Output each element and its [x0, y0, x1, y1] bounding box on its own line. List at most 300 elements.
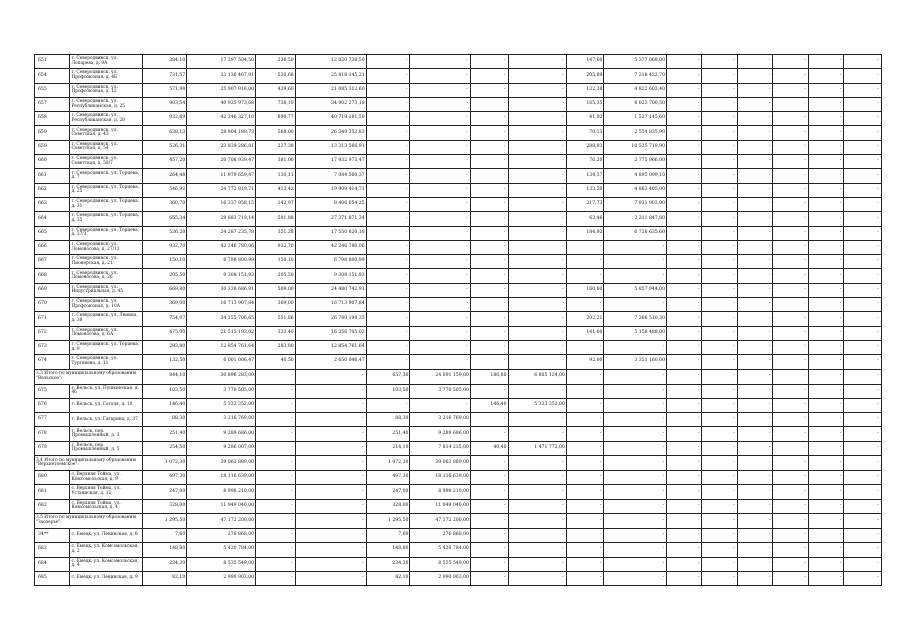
value-cell: 844,10 — [143, 369, 187, 384]
value-cell: - — [667, 283, 702, 297]
value-cell: - — [808, 197, 843, 211]
value-cell: - — [808, 312, 843, 326]
value-cell: - — [808, 69, 843, 83]
value-cell: - — [737, 384, 772, 398]
value-cell: - — [256, 557, 296, 571]
value-cell: - — [737, 197, 772, 211]
value-cell: 6 023 700,50 — [604, 97, 667, 111]
value-cell: 754,07 — [143, 312, 187, 326]
value-cell: - — [737, 312, 772, 326]
value-cell: - — [737, 140, 772, 154]
value-cell: 890,77 — [256, 112, 296, 126]
value-cell: - — [508, 413, 566, 427]
value-cell: - — [366, 240, 410, 254]
table-row — [35, 312, 882, 326]
value-cell: - — [566, 543, 604, 557]
value-cell: - — [737, 298, 772, 312]
value-cell: - — [808, 571, 843, 585]
value-cell: 17 397 504,50 — [187, 55, 256, 69]
value-cell: - — [667, 226, 702, 240]
value-cell: 932,70 — [256, 240, 296, 254]
value-cell: - — [844, 212, 882, 226]
value-cell: - — [470, 55, 508, 69]
value-cell: 351,28 — [256, 226, 296, 240]
row-number: 665 — [35, 226, 70, 240]
value-cell: - — [808, 298, 843, 312]
row-number: 668 — [35, 269, 70, 283]
value-cell: - — [470, 571, 508, 585]
value-cell: 7 931 903,90 — [604, 197, 667, 211]
value-cell: - — [702, 355, 737, 369]
value-cell: - — [702, 155, 737, 169]
value-cell: - — [470, 240, 508, 254]
value-cell: 3 216 769,00 — [410, 413, 471, 427]
value-cell: 381,00 — [256, 155, 296, 169]
value-cell: - — [773, 398, 808, 412]
value-cell: 42 246 780,06 — [187, 240, 256, 254]
value-cell: - — [808, 212, 843, 226]
value-cell: 276 868,00 — [410, 528, 471, 542]
value-cell: - — [808, 155, 843, 169]
address-cell: г. Северодвинск, ул. Торцева, д. 9 — [70, 340, 143, 354]
value-cell: - — [844, 97, 882, 111]
address-cell: г. Северодвинск, ул. Тургенева, д. 11 — [70, 355, 143, 369]
value-cell: 731,57 — [143, 69, 187, 83]
value-cell: - — [808, 528, 843, 542]
value-cell: - — [773, 499, 808, 513]
value-cell: - — [508, 557, 566, 571]
value-cell: - — [737, 413, 772, 427]
table-row — [35, 571, 882, 585]
value-cell: - — [808, 398, 843, 412]
value-cell: - — [773, 384, 808, 398]
value-cell: - — [604, 528, 667, 542]
value-cell: 457,20 — [143, 155, 187, 169]
value-cell: - — [256, 571, 296, 585]
value-cell: 202,21 — [566, 312, 604, 326]
value-cell: - — [508, 97, 566, 111]
value-cell: 413,42 — [256, 183, 296, 197]
address-cell: г. Северодвинск, ул. Республиканская, д. 25 — [70, 97, 143, 111]
value-cell: - — [508, 471, 566, 485]
value-cell: - — [508, 283, 566, 297]
value-cell: 217,73 — [566, 197, 604, 211]
value-cell: - — [808, 83, 843, 97]
value-cell: 669,80 — [143, 283, 187, 297]
value-cell: 150,10 — [256, 255, 296, 269]
value-cell: - — [667, 140, 702, 154]
value-cell: - — [808, 126, 843, 140]
value-cell: - — [604, 384, 667, 398]
value-cell: - — [470, 155, 508, 169]
value-cell: - — [295, 513, 366, 528]
value-cell: - — [808, 240, 843, 254]
value-cell: - — [667, 97, 702, 111]
value-cell: - — [702, 571, 737, 585]
value-cell: - — [566, 513, 604, 528]
value-cell: - — [566, 369, 604, 384]
value-cell: 39 063 889,00 — [187, 456, 256, 471]
value-cell: - — [737, 326, 772, 340]
value-cell: - — [410, 398, 471, 412]
value-cell: 39 063 889,00 — [410, 456, 471, 471]
value-cell: - — [667, 255, 702, 269]
value-cell: 8 535 549,00 — [187, 557, 256, 571]
value-cell: - — [410, 312, 471, 326]
value-cell: - — [737, 226, 772, 240]
value-cell: 657,30 — [366, 369, 410, 384]
value-cell: 9 289 686,00 — [187, 427, 256, 441]
value-cell: - — [667, 240, 702, 254]
value-cell: - — [844, 355, 882, 369]
table-row — [35, 557, 882, 571]
value-cell: 1 527 145,60 — [604, 112, 667, 126]
value-cell: - — [844, 441, 882, 455]
table-row — [35, 226, 882, 240]
value-cell: - — [808, 427, 843, 441]
value-cell: - — [295, 471, 366, 485]
row-number: 654 — [35, 69, 70, 83]
value-cell: - — [566, 456, 604, 471]
value-cell: - — [366, 169, 410, 183]
value-cell: 9 308 151,93 — [187, 269, 256, 283]
value-cell: - — [256, 471, 296, 485]
row-number: 666 — [35, 240, 70, 254]
address-cell: с. Верхняя Тойма, ул. Комсомольская, д. 4 — [70, 499, 143, 513]
value-cell: 160,80 — [566, 283, 604, 297]
value-cell: - — [470, 269, 508, 283]
value-cell: - — [702, 226, 737, 240]
value-cell: - — [844, 240, 882, 254]
value-cell: - — [773, 169, 808, 183]
value-cell: 29 683 719,14 — [187, 212, 256, 226]
value-cell: - — [702, 441, 737, 455]
value-cell: - — [667, 112, 702, 126]
value-cell: 16 713 907,84 — [187, 298, 256, 312]
value-cell: - — [773, 269, 808, 283]
value-cell: - — [702, 326, 737, 340]
value-cell: - — [737, 55, 772, 69]
value-cell: - — [808, 369, 843, 384]
value-cell: - — [410, 283, 471, 297]
value-cell: - — [844, 513, 882, 528]
housing-registry-table — [34, 54, 882, 586]
value-cell: 30 338 686,91 — [187, 283, 256, 297]
value-cell: - — [470, 384, 508, 398]
value-cell: 17 550 620,18 — [295, 226, 366, 240]
value-cell: - — [667, 55, 702, 69]
row-number: 685 — [35, 571, 70, 585]
value-cell: - — [702, 126, 737, 140]
row-number: 673 — [35, 340, 70, 354]
value-cell: - — [808, 471, 843, 485]
value-cell: - — [295, 485, 366, 499]
value-cell: - — [366, 69, 410, 83]
value-cell: - — [667, 183, 702, 197]
value-cell: 251,40 — [143, 427, 187, 441]
value-cell: - — [773, 97, 808, 111]
table-row — [35, 340, 882, 354]
address-cell: г. Вельск, ул. Пушкинская, д. 46 — [70, 384, 143, 398]
value-cell: - — [737, 269, 772, 283]
value-cell: 3 216 769,00 — [187, 413, 256, 427]
value-cell: - — [667, 398, 702, 412]
value-cell: - — [844, 140, 882, 154]
row-number: 651 — [35, 55, 70, 69]
value-cell: - — [808, 326, 843, 340]
value-cell: - — [737, 499, 772, 513]
address-cell: г. Вельск, ул. Гагарина, д. 37 — [70, 413, 143, 427]
value-cell: - — [508, 269, 566, 283]
value-cell: 7,60 — [143, 528, 187, 542]
value-cell: 1 072,30 — [143, 456, 187, 471]
value-cell: - — [808, 140, 843, 154]
value-cell: - — [808, 485, 843, 499]
value-cell: - — [410, 240, 471, 254]
value-cell: - — [566, 240, 604, 254]
value-cell: 18 116 639,00 — [410, 471, 471, 485]
value-cell: 5 420 784,00 — [187, 543, 256, 557]
value-cell: - — [410, 112, 471, 126]
value-cell: 4 895 099,10 — [604, 169, 667, 183]
value-cell: - — [295, 456, 366, 471]
value-cell: - — [604, 240, 667, 254]
value-cell: - — [808, 340, 843, 354]
value-cell: - — [566, 499, 604, 513]
value-cell: - — [410, 183, 471, 197]
value-cell: 369,00 — [256, 298, 296, 312]
value-cell: - — [604, 369, 667, 384]
value-cell: - — [667, 485, 702, 499]
value-cell: - — [470, 298, 508, 312]
value-cell: - — [737, 340, 772, 354]
value-cell: 7 084 560,37 — [295, 169, 366, 183]
table-row — [35, 543, 882, 557]
value-cell: - — [410, 326, 471, 340]
value-cell: - — [702, 485, 737, 499]
value-cell: 3 770 505,00 — [187, 384, 256, 398]
value-cell: 40 719 181,50 — [295, 112, 366, 126]
value-cell: 8 998 210,00 — [410, 485, 471, 499]
value-cell: 283,80 — [256, 340, 296, 354]
value-cell: - — [508, 197, 566, 211]
value-cell: 12 854 761,64 — [295, 340, 366, 354]
row-number: 675 — [35, 384, 70, 398]
address-cell: г. Северодвинск, ул. Ломоносова, д. 27/13 — [70, 240, 143, 254]
value-cell: - — [702, 340, 737, 354]
value-cell: - — [737, 427, 772, 441]
value-cell: 34 902 273,18 — [295, 97, 366, 111]
table-row — [35, 471, 882, 485]
value-cell: 103,50 — [143, 384, 187, 398]
value-cell: - — [295, 441, 366, 455]
value-cell: - — [508, 226, 566, 240]
table-row — [35, 55, 882, 69]
value-cell: 6 805 124,00 — [508, 369, 566, 384]
row-number: 659 — [35, 140, 70, 154]
value-cell: - — [737, 557, 772, 571]
value-cell: 40,50 — [256, 355, 296, 369]
value-cell: - — [366, 126, 410, 140]
value-cell: - — [667, 197, 702, 211]
value-cell: 132,38 — [566, 83, 604, 97]
table-row — [35, 384, 882, 398]
value-cell: 18 116 639,00 — [187, 471, 256, 485]
value-cell: - — [844, 413, 882, 427]
value-cell: - — [566, 269, 604, 283]
value-cell: - — [737, 471, 772, 485]
value-cell: - — [566, 413, 604, 427]
value-cell: 70,13 — [566, 126, 604, 140]
value-cell: 7 814 235,00 — [410, 441, 471, 455]
value-cell: 16 713 907,84 — [295, 298, 366, 312]
value-cell: - — [667, 169, 702, 183]
address-cell: с. Верхняя Тойма, ул. Устьянская, д. 12 — [70, 485, 143, 499]
value-cell: 103,50 — [366, 384, 410, 398]
value-cell: - — [844, 197, 882, 211]
value-cell: - — [366, 197, 410, 211]
value-cell: - — [808, 183, 843, 197]
value-cell: - — [773, 571, 808, 585]
value-cell: 63,46 — [566, 212, 604, 226]
address-cell: г. Северодвинск, ул. Профсоюзная, д. 12 — [70, 83, 143, 97]
value-cell: - — [737, 240, 772, 254]
value-cell: 47 172 200,00 — [187, 513, 256, 528]
value-cell: - — [566, 557, 604, 571]
value-cell: - — [566, 340, 604, 354]
subtotal-row — [35, 456, 882, 471]
value-cell: 130,11 — [256, 169, 296, 183]
value-cell: - — [667, 312, 702, 326]
value-cell: - — [256, 499, 296, 513]
value-cell: - — [773, 557, 808, 571]
value-cell: - — [366, 212, 410, 226]
value-cell: 551,86 — [256, 312, 296, 326]
value-cell: - — [808, 413, 843, 427]
value-cell: - — [508, 240, 566, 254]
value-cell: 214,10 — [366, 441, 410, 455]
value-cell: - — [366, 112, 410, 126]
value-cell: - — [566, 255, 604, 269]
value-cell: - — [702, 513, 737, 528]
value-cell: - — [737, 571, 772, 585]
value-cell: 26 349 353,83 — [295, 126, 366, 140]
value-cell: 148,80 — [366, 543, 410, 557]
address-cell: г. Северодвинск, ул. Торцева, д. 7 — [70, 169, 143, 183]
value-cell: - — [702, 427, 737, 441]
row-number: 674 — [35, 355, 70, 369]
value-cell: - — [667, 499, 702, 513]
value-cell: 16 356 705,02 — [295, 326, 366, 340]
value-cell: - — [470, 471, 508, 485]
table-row — [35, 298, 882, 312]
value-cell: - — [773, 326, 808, 340]
value-cell: - — [410, 169, 471, 183]
value-cell: 186,80 — [470, 369, 508, 384]
row-number: 659 — [35, 126, 70, 140]
address-cell: с. Верхняя Тойма, ул. Комсомольская, д. 9 — [70, 471, 143, 485]
value-cell: 146,40 — [143, 398, 187, 412]
value-cell: 92,00 — [566, 355, 604, 369]
address-cell: г. Северодвинск, ул. Торцева, д. 31 — [70, 197, 143, 211]
value-cell: - — [410, 212, 471, 226]
subtotal-row — [35, 369, 882, 384]
row-number: 667 — [35, 255, 70, 269]
value-cell: - — [808, 97, 843, 111]
value-cell: - — [566, 571, 604, 585]
address-cell: г. Северодвинск, ул. Пионерская, д. 21 — [70, 255, 143, 269]
value-cell: - — [702, 55, 737, 69]
value-cell: - — [773, 340, 808, 354]
address-cell: г. Северодвинск, ул. Профсоюзная, д. 4Б — [70, 69, 143, 83]
value-cell: 11 949 040,00 — [410, 499, 471, 513]
value-cell: 21 085 312,60 — [295, 83, 366, 97]
value-cell: - — [410, 97, 471, 111]
value-cell: 2 990 903,00 — [410, 571, 471, 585]
value-cell: - — [844, 169, 882, 183]
value-cell: - — [508, 83, 566, 97]
value-cell: 384,10 — [143, 55, 187, 69]
value-cell: - — [844, 471, 882, 485]
value-cell: - — [667, 326, 702, 340]
value-cell: - — [667, 269, 702, 283]
value-cell: 16 337 958,15 — [187, 197, 256, 211]
value-cell: 132,50 — [143, 355, 187, 369]
value-cell: 5 420 784,00 — [410, 543, 471, 557]
value-cell: - — [470, 97, 508, 111]
value-cell: - — [737, 456, 772, 471]
value-cell: - — [844, 55, 882, 69]
value-cell: - — [295, 543, 366, 557]
value-cell: - — [366, 269, 410, 283]
value-cell: - — [470, 226, 508, 240]
address-cell: г. Северодвинск, ул. Торцева, д. 37/3 — [70, 226, 143, 240]
value-cell: 328,00 — [143, 499, 187, 513]
value-cell: - — [844, 69, 882, 83]
value-cell: - — [844, 427, 882, 441]
value-cell: 150,10 — [143, 255, 187, 269]
value-cell: - — [508, 255, 566, 269]
value-cell: - — [366, 255, 410, 269]
value-cell: 276 868,00 — [187, 528, 256, 542]
value-cell: - — [667, 441, 702, 455]
table-row — [35, 427, 882, 441]
value-cell: - — [566, 384, 604, 398]
value-cell: 33 136 467,91 — [187, 69, 256, 83]
value-cell: - — [808, 543, 843, 557]
subtotal-label: 3.4 Итого по муниципальному образованию "Верхнетоемское": — [35, 456, 143, 471]
value-cell: 369,00 — [143, 298, 187, 312]
value-cell: 571,98 — [143, 83, 187, 97]
value-cell: - — [737, 485, 772, 499]
value-cell: - — [508, 543, 566, 557]
value-cell: - — [667, 298, 702, 312]
table-row — [35, 69, 882, 83]
value-cell: 7 318 422,70 — [604, 69, 667, 83]
value-cell: - — [702, 255, 737, 269]
value-cell: 17 932 973,47 — [295, 155, 366, 169]
value-cell: - — [604, 398, 667, 412]
value-cell: - — [773, 255, 808, 269]
value-cell: - — [808, 55, 843, 69]
value-cell: - — [844, 269, 882, 283]
value-cell: - — [366, 312, 410, 326]
value-cell: - — [667, 355, 702, 369]
table-row — [35, 355, 882, 369]
row-number: 661 — [35, 169, 70, 183]
value-cell: - — [508, 69, 566, 83]
row-number: 680 — [35, 471, 70, 485]
